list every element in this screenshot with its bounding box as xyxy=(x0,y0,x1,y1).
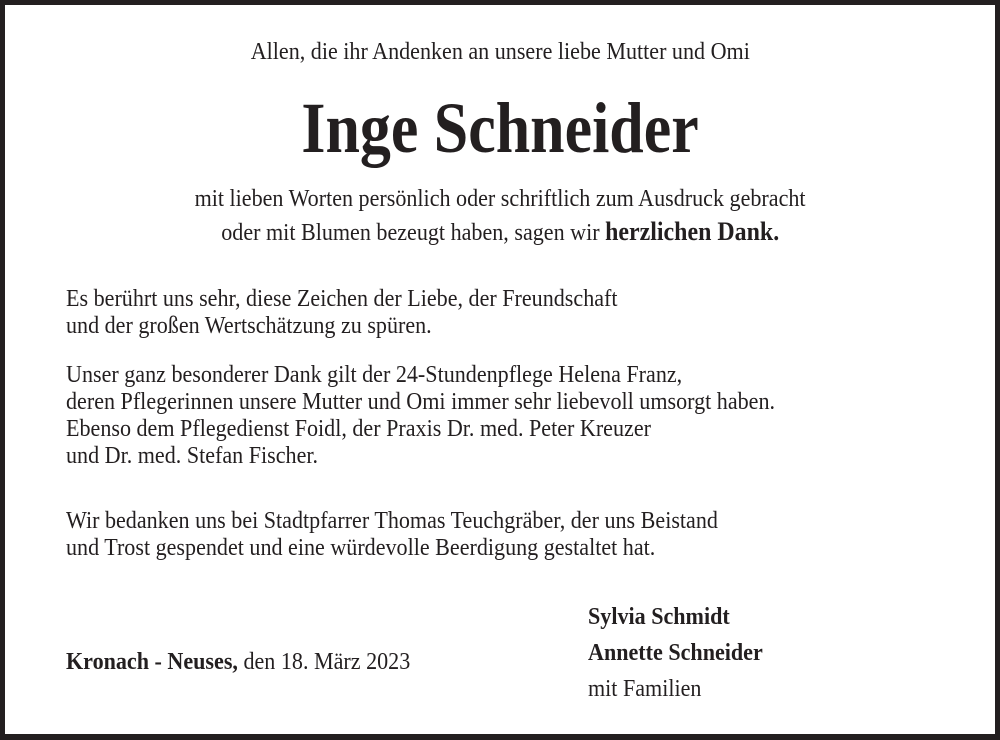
paragraph-text: Wir bedanken uns bei Stadtpfarrer Thomas Teuchgräber, der uns Beistand xyxy=(66,508,718,534)
paragraph-text: und Trost gespendet und eine würdevolle Beerdigung gestaltet hat. xyxy=(66,535,656,561)
place-text: Kronach - Neuses, xyxy=(66,649,238,675)
paragraph-2-line-3 xyxy=(66,417,702,441)
signatory-name: Sylvia Schmidt xyxy=(588,604,730,630)
intro-line xyxy=(0,40,1000,64)
place-date-group xyxy=(66,650,410,674)
place-date xyxy=(66,650,440,674)
signatory-1 xyxy=(588,605,742,629)
paragraph-text: deren Pflegerinnen unsere Mutter und Omi immer sehr liebevoll umsorgt haben. xyxy=(66,389,776,415)
thanks-line-2-group xyxy=(221,219,779,245)
paragraph-text: Es berührt uns sehr, diese Zeichen der Liebe, der Freundschaft xyxy=(66,286,618,312)
signatory-name: Annette Schneider xyxy=(588,640,763,666)
paragraph-text: und Dr. med. Stefan Fischer. xyxy=(66,443,319,469)
signatories-suffix-text: mit Familien xyxy=(588,676,702,702)
heartfelt-thanks-text: herzlichen Dank. xyxy=(604,217,779,246)
paragraph-2-line-4 xyxy=(66,444,340,468)
paragraph-1-line-1 xyxy=(66,287,665,311)
intro-text: Allen, die ihr Andenken an unsere liebe Mutter und Omi xyxy=(250,39,750,65)
thanks-line-1 xyxy=(0,187,1000,211)
paragraph-text: Ebenso dem Pflegedienst Foidl, der Praxis Dr. med. Peter Kreuzer xyxy=(66,416,651,442)
date-text: den 18. März 2023 xyxy=(237,649,411,675)
paragraph-1-line-2 xyxy=(66,314,464,338)
paragraph-text: und der großen Wertschätzung zu spüren. xyxy=(66,313,432,339)
paragraph-3-line-2 xyxy=(66,536,707,560)
paragraph-text: Unser ganz besonderer Dank gilt der 24-Stundenpflege Helena Franz, xyxy=(66,362,683,388)
thanks-line-2 xyxy=(0,219,1000,245)
thanks-line-1-text: mit lieben Worten persönlich oder schriftlich zum Ausdruck gebracht xyxy=(194,186,806,212)
paragraph-3-line-1 xyxy=(66,509,775,533)
signatories-suffix xyxy=(588,677,711,701)
signatory-2 xyxy=(588,641,778,665)
deceased-name xyxy=(0,88,1000,168)
thanks-line-2-text: oder mit Blumen bezeugt haben, sagen wir xyxy=(221,220,605,246)
paragraph-2-line-1 xyxy=(66,363,736,387)
paragraph-2-line-2 xyxy=(66,390,837,414)
deceased-name-text: Inge Schneider xyxy=(301,88,699,168)
